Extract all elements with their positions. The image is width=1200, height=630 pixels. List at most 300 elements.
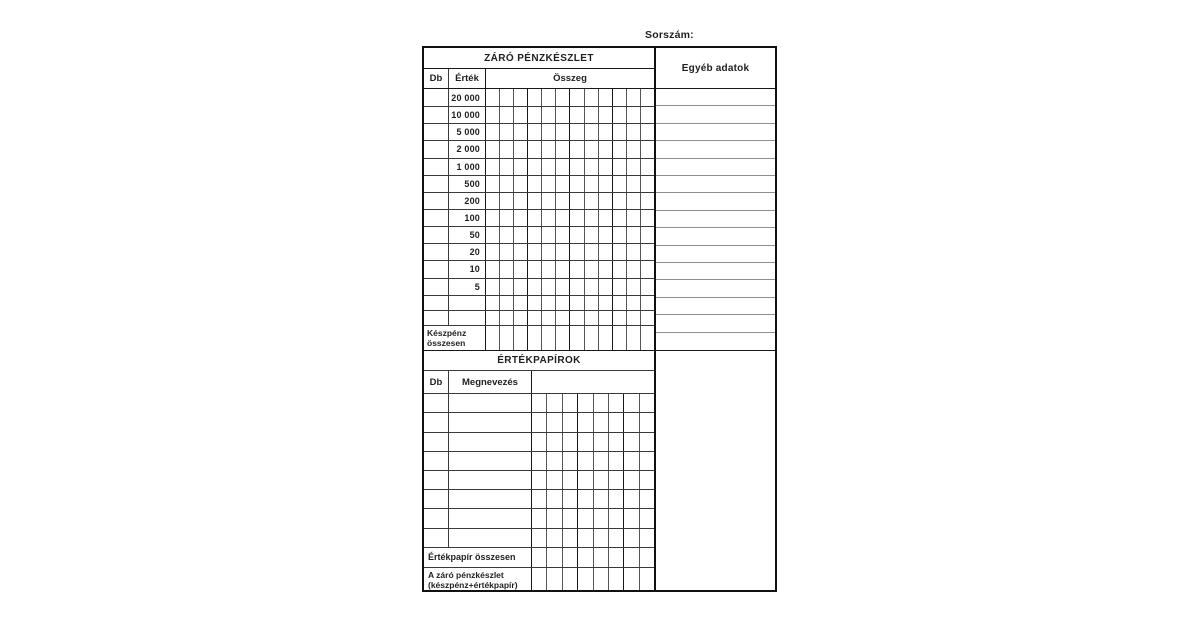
other-data-row — [656, 211, 775, 228]
sum-cell — [500, 107, 514, 123]
sum-cell — [570, 227, 584, 243]
sum-cell — [563, 413, 578, 431]
sum-cell — [547, 529, 562, 547]
sum-grid — [486, 227, 654, 243]
cash-total-row — [424, 325, 654, 351]
sum-cell — [570, 326, 584, 351]
sum-cell — [514, 296, 528, 310]
value-cell: 100 — [449, 210, 486, 226]
sum-cell — [578, 568, 593, 590]
sum-cell — [570, 210, 584, 226]
sum-cell — [624, 548, 639, 567]
sum-cell — [627, 279, 641, 295]
security-row — [424, 508, 654, 527]
sum-cell — [570, 244, 584, 260]
sum-grid — [486, 124, 654, 140]
db-cell — [424, 89, 449, 106]
sum-cell — [547, 509, 562, 527]
value-cell: 200 — [449, 193, 486, 209]
sum-cell — [594, 568, 609, 590]
sum-cell — [500, 193, 514, 209]
sum-cell — [514, 124, 528, 140]
blank-denomination-row — [424, 295, 654, 310]
other-data-row — [656, 280, 775, 297]
sum-cell — [547, 568, 562, 590]
sum-cell — [514, 176, 528, 192]
security-row — [424, 393, 654, 412]
sum-cell — [640, 452, 654, 470]
cash-closing-form — [422, 46, 777, 592]
name-cell — [449, 529, 532, 547]
sum-cell — [486, 311, 500, 325]
sum-cell — [578, 509, 593, 527]
sum-cell — [528, 261, 542, 277]
sum-cell — [547, 394, 562, 412]
sum-cell — [594, 413, 609, 431]
sum-cell — [585, 193, 599, 209]
db-cell — [424, 471, 449, 489]
sum-cell — [641, 176, 654, 192]
sum-grid — [486, 141, 654, 157]
sum-cell — [528, 193, 542, 209]
sum-cell — [640, 529, 654, 547]
db-cell — [424, 124, 449, 140]
other-data-row — [656, 159, 775, 176]
sum-grid — [532, 433, 654, 451]
sum-cell — [641, 326, 654, 351]
sum-cell — [627, 311, 641, 325]
sum-cell — [532, 394, 547, 412]
sum-cell — [570, 311, 584, 325]
db-cell — [424, 311, 449, 325]
sum-cell — [594, 529, 609, 547]
value-cell: 10 — [449, 261, 486, 277]
sum-cell — [627, 296, 641, 310]
sum-cell — [514, 210, 528, 226]
sum-cell — [563, 433, 578, 451]
denomination-row — [424, 260, 654, 277]
sum-cell — [528, 176, 542, 192]
sum-cell — [556, 193, 570, 209]
sum-grid — [532, 490, 654, 508]
sum-cell — [613, 176, 627, 192]
sum-cell — [599, 279, 613, 295]
sum-cell — [570, 296, 584, 310]
sum-cell — [613, 227, 627, 243]
sum-cell — [532, 433, 547, 451]
sum-cell — [514, 141, 528, 157]
sum-cell — [578, 433, 593, 451]
sum-cell — [594, 490, 609, 508]
sum-cell — [627, 124, 641, 140]
sum-cell — [613, 279, 627, 295]
name-cell — [449, 394, 532, 412]
sum-cell — [532, 413, 547, 431]
other-data-row — [656, 298, 775, 315]
db-cell — [424, 509, 449, 527]
sum-cell — [613, 244, 627, 260]
sum-cell — [585, 124, 599, 140]
sum-cell — [585, 89, 599, 106]
col-header-securities-db: Db — [424, 371, 449, 393]
sum-cell — [528, 326, 542, 351]
sum-cell — [514, 107, 528, 123]
sum-cell — [641, 124, 654, 140]
sum-cell — [613, 107, 627, 123]
sum-cell — [585, 141, 599, 157]
sum-cell — [528, 89, 542, 106]
sum-cell — [556, 176, 570, 192]
sum-cell — [556, 89, 570, 106]
cash-and-securities-table — [424, 48, 656, 590]
sum-grid — [532, 452, 654, 470]
securities-table-title: ÉRTÉKPAPÍROK — [424, 350, 654, 370]
sum-cell — [599, 176, 613, 192]
sum-cell — [640, 471, 654, 489]
sum-cell — [556, 261, 570, 277]
sum-cell — [613, 210, 627, 226]
other-data-row — [656, 246, 775, 263]
grand-total-label-line1: A záró pénzkészlet — [428, 569, 504, 580]
cash-table-header-row — [424, 69, 654, 89]
sum-cell — [514, 279, 528, 295]
sum-cell — [532, 568, 547, 590]
sum-cell — [556, 107, 570, 123]
sum-cell — [563, 568, 578, 590]
sum-cell — [585, 261, 599, 277]
sum-cell — [528, 227, 542, 243]
sum-grid — [486, 159, 654, 175]
db-cell — [424, 159, 449, 175]
sum-grid — [532, 471, 654, 489]
sum-cell — [624, 529, 639, 547]
name-cell — [449, 490, 532, 508]
sum-cell — [542, 244, 556, 260]
sum-cell — [627, 107, 641, 123]
sum-cell — [547, 413, 562, 431]
sum-cell — [641, 89, 654, 106]
sum-cell — [528, 141, 542, 157]
value-cell: 5 000 — [449, 124, 486, 140]
value-cell: 1 000 — [449, 159, 486, 175]
sum-cell — [500, 279, 514, 295]
sum-cell — [585, 279, 599, 295]
sum-cell — [542, 193, 556, 209]
other-data-row — [656, 315, 775, 332]
sum-grid — [486, 210, 654, 226]
sum-cell — [500, 244, 514, 260]
sum-cell — [570, 124, 584, 140]
db-cell — [424, 176, 449, 192]
sum-cell — [613, 89, 627, 106]
sum-cell — [599, 261, 613, 277]
sum-cell — [514, 261, 528, 277]
sum-cell — [613, 261, 627, 277]
other-data-empty-area — [656, 350, 775, 590]
sum-cell — [599, 193, 613, 209]
denomination-row — [424, 106, 654, 123]
sum-cell — [500, 124, 514, 140]
sum-grid — [486, 193, 654, 209]
securities-total-row — [424, 547, 654, 567]
sum-cell — [624, 568, 639, 590]
sum-cell — [500, 261, 514, 277]
sum-cell — [528, 279, 542, 295]
sum-cell — [599, 124, 613, 140]
other-data-row — [656, 106, 775, 123]
sum-grid — [532, 529, 654, 547]
blank-denomination-row — [424, 310, 654, 325]
other-data-row — [656, 89, 775, 106]
denomination-row — [424, 158, 654, 175]
sum-cell — [641, 244, 654, 260]
sum-cell — [532, 471, 547, 489]
sum-cell — [500, 326, 514, 351]
sum-cell — [563, 529, 578, 547]
sum-cell — [500, 311, 514, 325]
sum-cell — [500, 159, 514, 175]
sum-cell — [609, 413, 624, 431]
db-cell — [424, 394, 449, 412]
sum-cell — [599, 141, 613, 157]
sum-cell — [578, 413, 593, 431]
db-cell — [424, 107, 449, 123]
value-cell: 2 000 — [449, 141, 486, 157]
sum-cell — [514, 326, 528, 351]
denomination-row — [424, 89, 654, 106]
other-data-row — [656, 333, 775, 350]
name-cell — [449, 452, 532, 470]
sum-cell — [609, 394, 624, 412]
sum-cell — [624, 471, 639, 489]
sum-cell — [613, 326, 627, 351]
sum-grid — [532, 509, 654, 527]
sum-cell — [500, 296, 514, 310]
sum-cell — [641, 261, 654, 277]
sum-cell — [486, 159, 500, 175]
sum-cell — [613, 159, 627, 175]
securities-total-sum-grid — [532, 548, 654, 567]
sum-cell — [640, 568, 654, 590]
sum-cell — [627, 326, 641, 351]
db-cell — [424, 141, 449, 157]
sum-cell — [500, 210, 514, 226]
securities-rows — [424, 393, 654, 547]
sum-cell — [563, 490, 578, 508]
sum-grid — [486, 176, 654, 192]
sum-grid — [486, 261, 654, 277]
sum-cell — [627, 89, 641, 106]
sum-cell — [585, 311, 599, 325]
value-cell: 500 — [449, 176, 486, 192]
sum-cell — [613, 193, 627, 209]
sum-cell — [556, 227, 570, 243]
sum-grid — [532, 394, 654, 412]
sum-cell — [599, 311, 613, 325]
sum-cell — [585, 107, 599, 123]
sum-cell — [547, 490, 562, 508]
sum-cell — [594, 509, 609, 527]
sum-cell — [514, 244, 528, 260]
serial-number-label: Sorszám: — [645, 29, 694, 41]
denomination-row — [424, 226, 654, 243]
sum-cell — [624, 394, 639, 412]
securities-header-row — [424, 370, 654, 393]
sum-cell — [556, 141, 570, 157]
sum-cell — [599, 89, 613, 106]
sum-cell — [640, 548, 654, 567]
cash-total-sum-grid — [486, 326, 654, 351]
sum-cell — [563, 394, 578, 412]
sum-cell — [486, 261, 500, 277]
sum-cell — [486, 141, 500, 157]
sum-cell — [609, 490, 624, 508]
sum-cell — [542, 89, 556, 106]
name-cell — [449, 413, 532, 431]
sum-cell — [514, 193, 528, 209]
denomination-row — [424, 209, 654, 226]
col-header-sum: Összeg — [553, 73, 587, 84]
sum-cell — [578, 471, 593, 489]
sum-cell — [532, 548, 547, 567]
cash-table-title: ZÁRÓ PÉNZKÉSZLET — [424, 48, 654, 69]
db-cell — [424, 433, 449, 451]
sum-cell — [624, 413, 639, 431]
sum-cell — [547, 548, 562, 567]
sum-cell — [570, 89, 584, 106]
col-header-value: Érték — [449, 69, 486, 88]
sum-cell — [585, 227, 599, 243]
db-cell — [424, 227, 449, 243]
sum-cell — [640, 394, 654, 412]
sum-cell — [563, 548, 578, 567]
sum-cell — [624, 452, 639, 470]
sum-cell — [570, 107, 584, 123]
sum-cell — [528, 244, 542, 260]
sum-cell — [542, 227, 556, 243]
sum-cell — [641, 141, 654, 157]
sum-cell — [532, 529, 547, 547]
sum-cell — [532, 490, 547, 508]
sum-cell — [532, 452, 547, 470]
sum-cell — [547, 433, 562, 451]
sum-cell — [613, 141, 627, 157]
sum-cell — [594, 433, 609, 451]
col-header-securities-name: Megnevezés — [449, 371, 532, 393]
sum-cell — [641, 159, 654, 175]
sum-cell — [599, 159, 613, 175]
sum-cell — [627, 227, 641, 243]
denomination-row — [424, 243, 654, 260]
sum-cell — [542, 176, 556, 192]
other-data-rows — [656, 89, 775, 350]
sum-cell — [556, 210, 570, 226]
sum-cell — [486, 124, 500, 140]
sum-cell — [486, 193, 500, 209]
sum-cell — [641, 279, 654, 295]
value-cell: 50 — [449, 227, 486, 243]
db-cell — [424, 413, 449, 431]
sum-cell — [542, 311, 556, 325]
sum-cell — [627, 176, 641, 192]
sum-cell — [486, 210, 500, 226]
sum-cell — [514, 89, 528, 106]
sum-cell — [641, 311, 654, 325]
sum-cell — [556, 311, 570, 325]
sum-cell — [640, 509, 654, 527]
db-cell — [424, 261, 449, 277]
sum-cell — [599, 210, 613, 226]
sum-cell — [627, 159, 641, 175]
sum-grid — [486, 311, 654, 325]
sum-cell — [563, 509, 578, 527]
name-cell — [449, 509, 532, 527]
grand-total-sum-grid — [532, 568, 654, 590]
sum-cell — [627, 244, 641, 260]
sum-cell — [486, 227, 500, 243]
value-cell — [449, 296, 486, 310]
sum-cell — [585, 244, 599, 260]
sum-cell — [556, 159, 570, 175]
sum-cell — [486, 244, 500, 260]
name-cell — [449, 433, 532, 451]
sum-cell — [594, 548, 609, 567]
other-data-row — [656, 176, 775, 193]
sum-cell — [500, 141, 514, 157]
sum-cell — [599, 107, 613, 123]
sum-cell — [594, 471, 609, 489]
sum-cell — [556, 244, 570, 260]
sum-cell — [640, 490, 654, 508]
sum-cell — [613, 296, 627, 310]
other-data-title: Egyéb adatok — [656, 48, 775, 89]
security-row — [424, 528, 654, 547]
other-data-row — [656, 124, 775, 141]
securities-header-empty-cell — [532, 371, 654, 393]
sum-cell — [542, 159, 556, 175]
sum-cell — [500, 89, 514, 106]
sum-cell — [514, 159, 528, 175]
sum-cell — [570, 176, 584, 192]
db-cell — [424, 452, 449, 470]
db-cell — [424, 296, 449, 310]
sum-cell — [486, 296, 500, 310]
sum-cell — [609, 452, 624, 470]
sum-cell — [578, 452, 593, 470]
denomination-row — [424, 278, 654, 295]
sum-cell — [627, 261, 641, 277]
sum-cell — [528, 107, 542, 123]
sum-cell — [542, 326, 556, 351]
sum-cell — [500, 176, 514, 192]
sum-cell — [542, 124, 556, 140]
other-data-row — [656, 263, 775, 280]
sum-cell — [570, 193, 584, 209]
db-cell — [424, 244, 449, 260]
other-data-column — [656, 48, 775, 590]
db-cell — [424, 193, 449, 209]
sum-cell — [528, 296, 542, 310]
sum-cell — [585, 296, 599, 310]
securities-total-label: Értékpapír összesen — [424, 548, 532, 567]
sum-cell — [514, 227, 528, 243]
sum-cell — [627, 210, 641, 226]
db-cell — [424, 529, 449, 547]
cash-denomination-rows — [424, 89, 654, 325]
sum-cell — [599, 326, 613, 351]
sum-cell — [547, 471, 562, 489]
sum-cell — [599, 244, 613, 260]
